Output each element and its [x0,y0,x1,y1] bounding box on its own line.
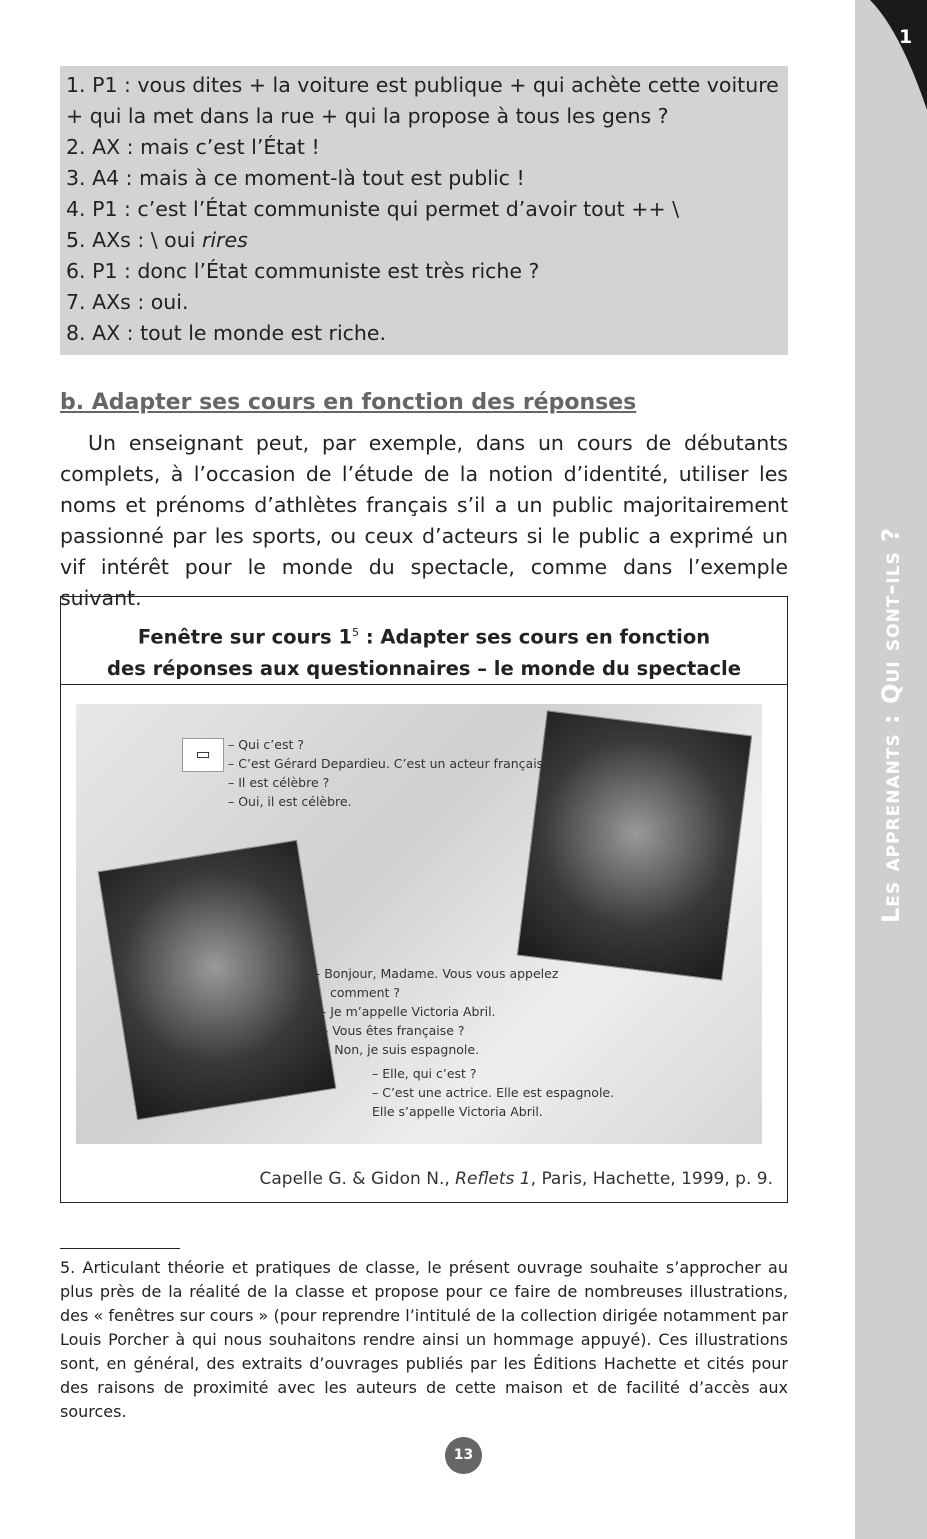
cassette-icon: ▭ [182,738,224,772]
dialog-line: – Vous êtes française ? [322,1023,465,1038]
page-number: 13 [445,1437,482,1474]
transcript-line: 3. A4 : mais à ce moment-là tout est public ! [66,166,525,190]
footnote-divider [60,1248,180,1249]
dialog-line: – C’est une actrice. Elle est espagnole. [372,1085,615,1100]
source-credit [259,1169,773,1189]
dialog-line: – Elle, qui c’est ? [372,1066,477,1081]
box-title [61,597,787,685]
transcript-line [66,225,782,256]
lesson-window-box [60,596,788,1203]
section-heading: b. Adapter ses cours en fonction des réponses [60,390,637,415]
textbook-illustration [76,704,762,1144]
dialog-line: – Oui, il est célèbre. [228,794,352,809]
chapter-corner-tab [855,0,927,120]
body-paragraph: Un enseignant peut, par exemple, dans un cours de débutants complets, à l’occasion de l’étude de la notion d’identité, utiliser les noms et prénoms d’athlètes français s’il a un public majoritairement passionné par les sports, ou ceux d’acteurs si le public a exprimé un vif intérêt pour le monde du spectacle, comme dans l’exemple suivant. [60,431,788,610]
transcript-line: 7. AXs : oui. [66,290,189,314]
dialogue-3 [372,1064,614,1121]
credit-text: Capelle G. & Gidon N., [259,1169,456,1189]
credit-text: , Paris, Hachette, 1999, p. 9. [530,1169,773,1189]
dialogue-1 [228,735,547,811]
line-italic: rires [201,228,248,252]
dialog-line: – Bonjour, Madame. Vous vous appelez [314,966,559,981]
dialog-line: – C’est Gérard Depardieu. C’est un acteur français. [228,756,548,771]
dialog-line: – Non, je suis espagnole. [324,1042,480,1057]
footnote: 5. Articulant théorie et pratiques de classe, le présent ouvrage souhaite s’approcher au plus près de la réalité de la classe et propose pour ce faire de nombreuses illustrations, des « fenêtres sur cours » (pour reprendre l’intitulé de la collection dirigée notamment par Louis Porcher à qui nous souhaitons rendre ainsi un hommage appuyé). Ces illustrations sont, en général, des extraits d’ouvrages publiés par les Éditions Hachette et cités pour des raisons de proximité avec les auteurs de cette maison et de facilité d’accès aux sources. [60,1258,788,1421]
dialog-line: comment ? [330,985,400,1000]
title-part: : Adapter ses cours en fonction [359,625,711,649]
footnote-ref: 5 [352,626,360,639]
transcript-line: 1. P1 : vous dites + la voiture est publique + qui achète cette voiture + qui la met dans la rue + qui la propose à tous les gens ? [66,73,779,128]
dialog-line: – Je m’appelle Victoria Abril. [320,1004,496,1019]
actress-photo [98,840,337,1120]
dialog-line: Elle s’appelle Victoria Abril. [372,1104,543,1119]
dialogue-2 [314,964,558,1059]
chapter-title: Les apprenants : Qui sont-ils ? [877,526,905,924]
title-part: des réponses aux questionnaires – le monde du spectacle [107,656,741,680]
transcript-line: 8. AX : tout le monde est riche. [66,321,387,345]
actor-photo [517,710,753,980]
dialog-line: – Il est célèbre ? [228,775,330,790]
title-part: Fenêtre sur cours 1 [137,625,353,649]
transcript-line: 2. AX : mais c’est l’État ! [66,135,320,159]
transcript-line: 4. P1 : c’est l’État communiste qui permet d’avoir tout ++ \ [66,197,680,221]
chapter-number: 1 [899,26,913,48]
transcript-block [60,66,788,355]
transcript-line: 6. P1 : donc l’État communiste est très riche ? [66,259,540,283]
credit-title: Reflets 1 [455,1169,531,1189]
line-text: 5. AXs : \ oui [66,228,202,252]
dialog-line: – Qui c’est ? [228,737,304,752]
